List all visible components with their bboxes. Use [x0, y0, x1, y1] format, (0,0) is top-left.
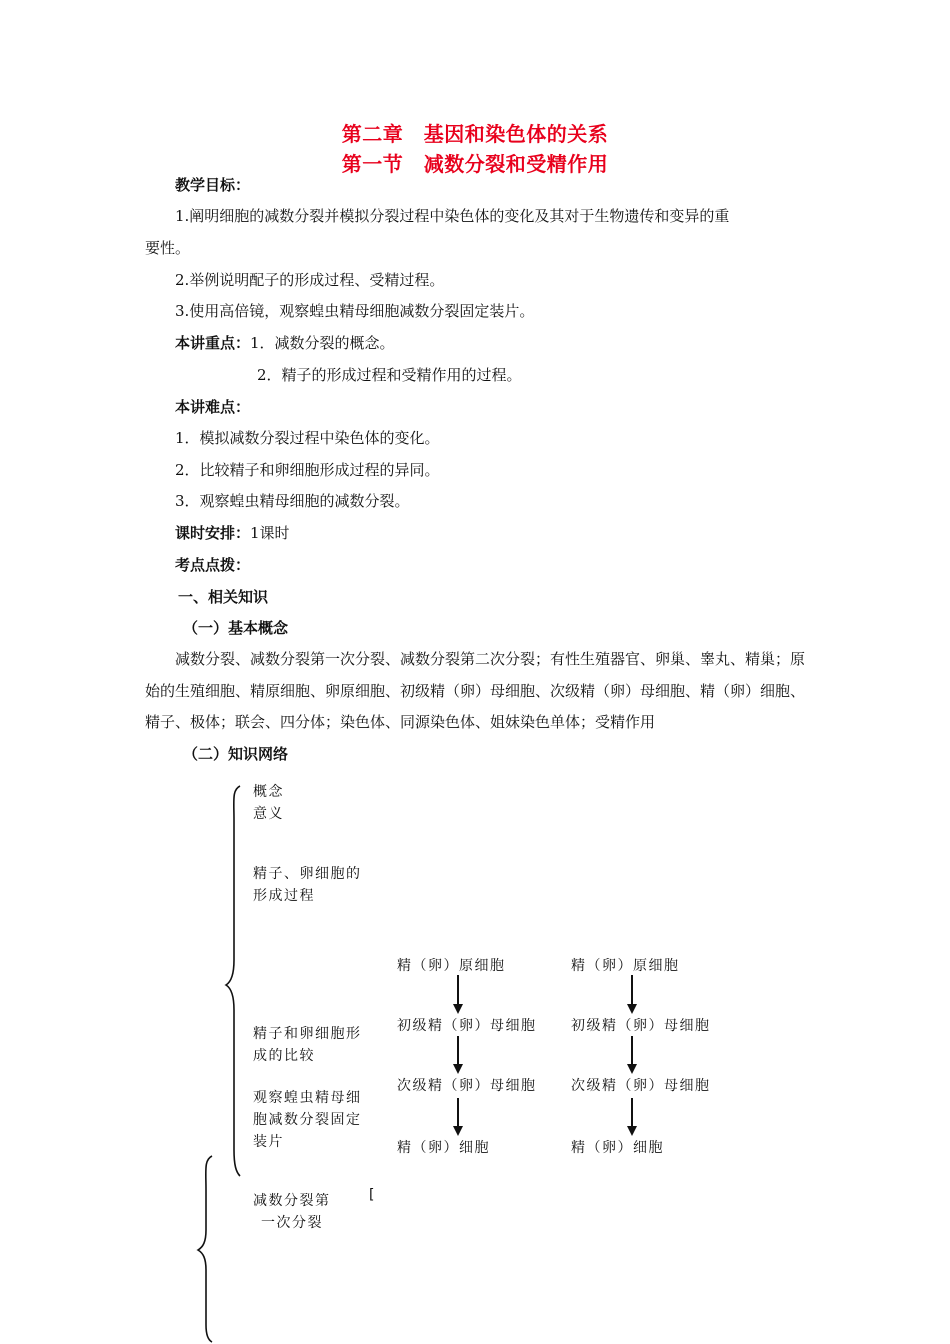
node-concept: 概念 — [253, 784, 284, 800]
arrow-col1-1 — [453, 975, 463, 1014]
flow-col1-step2: 初级精（卵）母细胞 — [397, 1018, 537, 1034]
arrow-col1-2 — [453, 1036, 463, 1074]
objective-item-2: 2.举例说明配子的形成过程、受精过程。 — [175, 271, 445, 289]
basic-concepts-text: 减数分裂、减数分裂第一次分裂、减数分裂第二次分裂；有性生殖器官、卵巢、睾丸、精巢；原始的生殖细胞、精原细胞、卵原细胞、初级精（卵）母细胞、次级精（卵）母细胞、精（卵）细胞、精子、极体；联会、四分体；染色体、同源染色体、姐妹染色单体；受精作用 — [145, 650, 806, 731]
brace-secondary — [198, 1156, 212, 1342]
arrow-col2-2 — [627, 1036, 637, 1074]
flow-col2-step4: 精（卵）细胞 — [571, 1140, 664, 1156]
flow-col2-step2: 初级精（卵）母细胞 — [571, 1018, 711, 1034]
basic-concepts-label: （一）基本概念 — [183, 619, 289, 637]
node-formation-line2: 形成过程 — [253, 888, 315, 904]
objective-item-3: 3.使用高倍镜，观察蝗虫精母细胞减数分裂固定装片。 — [175, 302, 535, 320]
arrow-col2-3 — [627, 1098, 637, 1136]
section-title: 第一节 减数分裂和受精作用 — [341, 152, 609, 176]
node-observe-line3: 装片 — [253, 1134, 284, 1150]
node-meiosis1-line1: 减数分裂第 — [253, 1193, 331, 1209]
node-compare-line2: 成的比较 — [253, 1048, 315, 1064]
flow-col1-step3: 次级精（卵）母细胞 — [397, 1078, 537, 1094]
arrow-col2-1 — [627, 975, 637, 1014]
node-meiosis1-line2: 一次分裂 — [261, 1215, 323, 1231]
key-point-1: 1．减数分裂的概念。 — [250, 334, 395, 352]
difficulty-2: 2．比较精子和卵细胞形成过程的异同。 — [175, 461, 440, 479]
schedule-value: 1课时 — [250, 524, 290, 542]
network-label: （二）知识网络 — [183, 745, 289, 763]
key-points-label: 本讲重点： — [175, 334, 251, 352]
objective-item-1: 1.阐明细胞的减数分裂并模拟分裂过程中染色体的变化及其对于生物遗传和变异的重 — [175, 207, 730, 225]
flow-col1-step1: 精（卵）原细胞 — [397, 958, 506, 974]
node-formation-line1: 精子、卵细胞的 — [253, 866, 362, 882]
schedule-label: 课时安排： — [175, 524, 251, 542]
node-observe-line2: 胞减数分裂固定 — [253, 1112, 362, 1128]
exam-points-label: 考点点拨： — [175, 556, 251, 574]
flow-col2-step1: 精（卵）原细胞 — [571, 958, 680, 974]
key-point-2: 2．精子的形成过程和受精作用的过程。 — [257, 366, 522, 384]
node-observe-line1: 观察蝗虫精母细 — [253, 1090, 362, 1106]
arrow-col1-3 — [453, 1098, 463, 1136]
node-compare-line1: 精子和卵细胞形 — [253, 1026, 362, 1042]
difficulty-1: 1．模拟减数分裂过程中染色体的变化。 — [175, 429, 440, 447]
brace-main — [226, 786, 240, 1176]
chapter-title: 第二章 基因和染色体的关系 — [341, 122, 609, 146]
bracket-mark: [ — [369, 1187, 376, 1203]
difficulties-label: 本讲难点： — [175, 398, 251, 416]
section1-label: 一、相关知识 — [178, 588, 269, 606]
flow-col2-step3: 次级精（卵）母细胞 — [571, 1078, 711, 1094]
flow-col1-step4: 精（卵）细胞 — [397, 1140, 490, 1156]
objective-item-1-cont: 要性。 — [145, 239, 191, 257]
difficulty-3: 3．观察蝗虫精母细胞的减数分裂。 — [175, 492, 410, 510]
node-meaning: 意义 — [253, 806, 284, 822]
objectives-label: 教学目标： — [175, 176, 251, 194]
